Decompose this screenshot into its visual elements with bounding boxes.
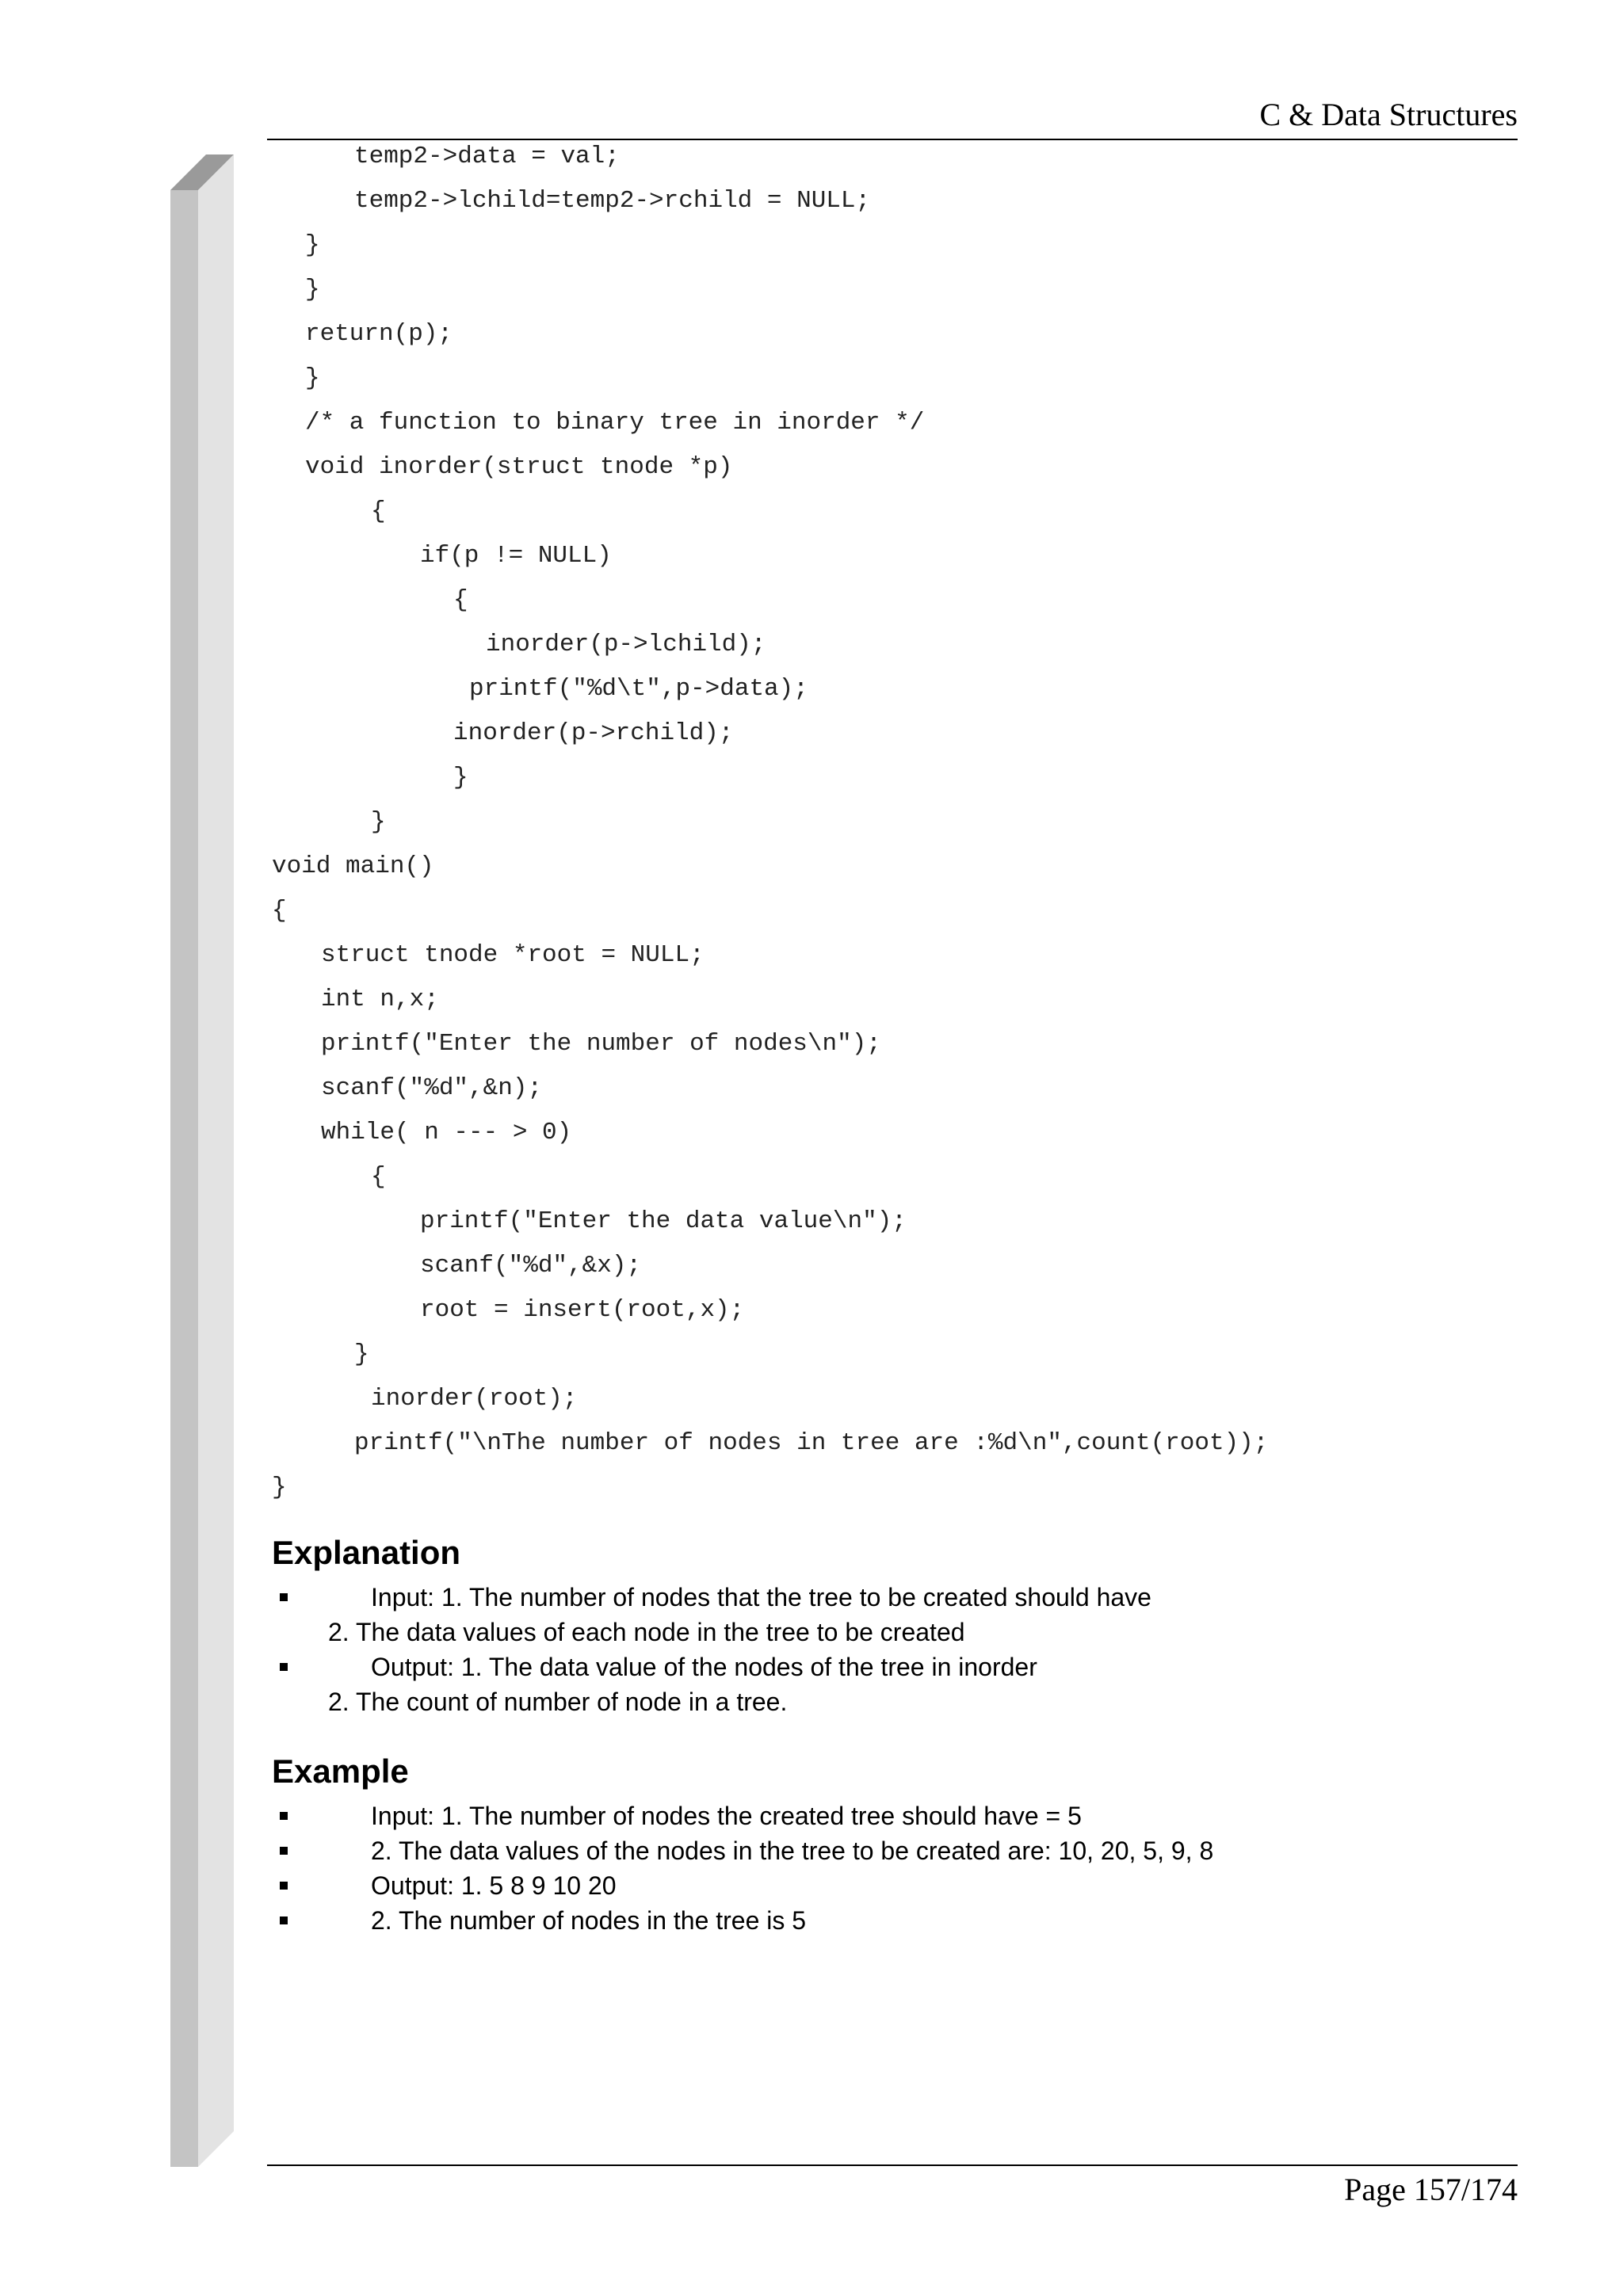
- side-decoration-bar: [170, 154, 234, 2167]
- code-line: temp2->data = val;: [354, 143, 620, 170]
- code-line: void main(): [272, 852, 434, 880]
- bullet-marker: [280, 1812, 288, 1820]
- code-line: inorder(p->lchild);: [486, 631, 766, 658]
- explanation-line: 2. The count of number of node in a tree.: [328, 1688, 788, 1716]
- code-line: inorder(root);: [371, 1385, 578, 1413]
- code-line: root = insert(root,x);: [420, 1296, 745, 1324]
- code-line: printf("Enter the data value\n");: [420, 1207, 907, 1235]
- code-line: }: [305, 276, 320, 303]
- code-line: }: [272, 1474, 287, 1501]
- page-number: Page 157/174: [1344, 2172, 1518, 2207]
- code-line: scanf("%d",&x);: [420, 1252, 642, 1280]
- code-line: }: [305, 231, 320, 259]
- explanation-heading: Explanation: [272, 1534, 461, 1571]
- code-line: }: [354, 1341, 369, 1368]
- example-line: Output: 1. 5 8 9 10 20: [371, 1871, 617, 1900]
- explanation-line: Output: 1. The data value of the nodes of the tree in inorder: [371, 1653, 1037, 1681]
- code-line: {: [272, 897, 287, 925]
- bullet-marker: [280, 1847, 288, 1855]
- code-line: {: [371, 1163, 386, 1191]
- code-line: scanf("%d",&n);: [321, 1074, 543, 1102]
- example-line: 2. The data values of the nodes in the tree to be created are: 10, 20, 5, 9, 8: [371, 1836, 1214, 1865]
- code-line: }: [453, 764, 468, 791]
- code-line: if(p != NULL): [420, 542, 612, 570]
- header-rule: [267, 139, 1518, 140]
- code-line: while( n --- > 0): [321, 1119, 572, 1146]
- code-line: temp2->lchild=temp2->rchild = NULL;: [354, 187, 871, 215]
- code-line: int n,x;: [321, 986, 439, 1013]
- example-line: Input: 1. The number of nodes the created tree should have = 5: [371, 1802, 1082, 1830]
- code-line: }: [305, 364, 320, 392]
- code-line: printf("\nThe number of nodes in tree are :%d\n",count(root));: [354, 1429, 1269, 1457]
- header-title: C & Data Structures: [1259, 97, 1518, 132]
- example-heading: Example: [272, 1753, 409, 1790]
- code-line: struct tnode *root = NULL;: [321, 941, 705, 969]
- explanation-line: Input: 1. The number of nodes that the tree to be created should have: [371, 1583, 1151, 1611]
- code-line: printf("%d\t",p->data);: [469, 675, 808, 703]
- example-line: 2. The number of nodes in the tree is 5: [371, 1906, 807, 1935]
- explanation-line: 2. The data values of each node in the tree to be created: [328, 1618, 965, 1646]
- code-line: printf("Enter the number of nodes\n");: [321, 1030, 881, 1058]
- code-line: inorder(p->rchild);: [453, 719, 734, 747]
- code-line: /* a function to binary tree in inorder */: [305, 409, 925, 437]
- footer-rule: [267, 2164, 1518, 2166]
- bullet-marker: [280, 1882, 288, 1890]
- bullet-marker: [280, 1663, 288, 1671]
- code-line: return(p);: [305, 320, 453, 348]
- bullet-marker: [280, 1593, 288, 1601]
- code-line: {: [371, 498, 386, 525]
- code-line: }: [371, 808, 386, 836]
- code-line: {: [453, 586, 468, 614]
- bullet-marker: [280, 1917, 288, 1924]
- code-line: void inorder(struct tnode *p): [305, 453, 733, 481]
